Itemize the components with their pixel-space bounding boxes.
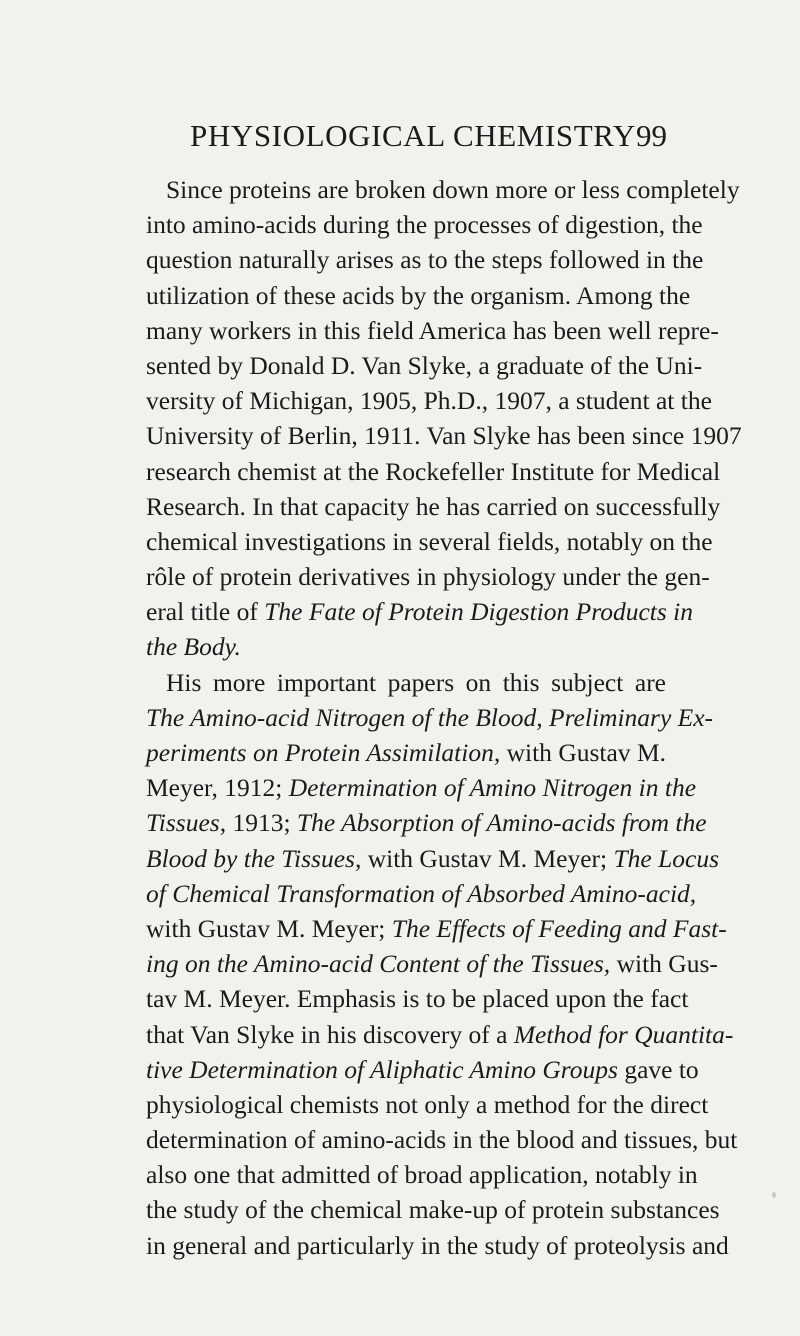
italic-title-run: periments on Protein Assimilation, xyxy=(146,738,501,767)
text-line xyxy=(146,383,712,418)
text-run: Since proteins are broken down more or less completely xyxy=(166,175,740,204)
text-run: also one that admitted of broad application, notably in xyxy=(146,1160,698,1190)
text-line xyxy=(146,454,721,489)
text-line xyxy=(146,805,707,840)
text-line xyxy=(146,735,666,770)
text-run: the study of the chemical make-up of protein substances xyxy=(146,1195,720,1225)
text-run: Research. In that capacity he has carried on successfully xyxy=(146,491,721,521)
text-line xyxy=(146,1192,720,1227)
text-line xyxy=(146,981,689,1016)
text-line xyxy=(146,418,742,453)
text-line xyxy=(146,489,721,524)
text-run: versity of Michigan, 1905, Ph.D., 1907, a student at the xyxy=(146,386,712,416)
text-line xyxy=(146,1122,738,1157)
text-line xyxy=(146,313,719,348)
text-line xyxy=(146,1017,734,1052)
italic-title-run: The Locus xyxy=(613,843,720,873)
italic-title-run: Blood by the Tissues, xyxy=(146,843,362,873)
text-line xyxy=(146,1157,698,1192)
text-line xyxy=(146,524,713,559)
text-run: eral title of xyxy=(146,597,265,627)
italic-title-run: Determination of Amino Nitrogen in the xyxy=(288,773,697,803)
text-line xyxy=(146,559,710,594)
text-line xyxy=(146,242,704,277)
text-line xyxy=(146,1087,709,1122)
text-run: Meyer, 1912; xyxy=(146,773,289,803)
text-line xyxy=(146,841,720,876)
text-run: chemical investigations in several fields, notably on the xyxy=(146,526,713,556)
italic-title-run: tive Determination of Aliphatic Amino Groups xyxy=(146,1054,618,1084)
italic-title-run: ing on the Amino-acid Content of the Tissues, xyxy=(146,949,611,979)
text-line xyxy=(146,278,691,313)
text-line xyxy=(146,629,666,664)
text-run: 1913; xyxy=(226,808,297,838)
text-line xyxy=(146,594,693,629)
text-line xyxy=(146,1052,699,1087)
italic-title-run: Method for Quantita- xyxy=(513,1019,734,1049)
italic-title-run: The Fate of Protein Digestion Products in xyxy=(264,597,693,627)
text-run: research chemist at the Rockefeller Institute for Medical xyxy=(146,456,721,486)
italic-title-run: the Body. xyxy=(146,632,241,662)
paper-speck xyxy=(772,1192,776,1198)
text-line xyxy=(146,946,718,981)
text-run: with Gus- xyxy=(610,949,718,979)
text-run: many workers in this field America has been well repre- xyxy=(146,315,719,345)
text-run: physiological chemists not only a method for the direct xyxy=(146,1089,709,1119)
text-run: sented by Donald D. Van Slyke, a graduate of the Uni- xyxy=(146,350,703,380)
text-line xyxy=(146,1228,729,1263)
text-line xyxy=(146,700,714,735)
text-run: with Gustav M. Meyer; xyxy=(361,843,614,873)
text-line xyxy=(146,207,703,242)
text-line xyxy=(146,348,703,383)
text-run: in general and particularly in the study of proteolysis and xyxy=(146,1230,729,1260)
text-line xyxy=(146,665,666,700)
text-run: question naturally arises as to the steps followed in the xyxy=(146,245,704,275)
page-number: 99 xyxy=(636,118,667,153)
text-run: tav M. Meyer. Emphasis is to be placed upon the fact xyxy=(146,984,689,1014)
text-run: with Gustav M. Meyer; xyxy=(146,913,392,943)
running-head xyxy=(140,114,667,158)
text-line xyxy=(146,876,697,911)
body-text xyxy=(146,172,742,1263)
text-run: University of Berlin, 1911. Van Slyke has been since 1907 xyxy=(146,421,742,451)
italic-title-run: Tissues, xyxy=(146,808,227,838)
text-run: into amino-acids during the processes of digestion, the xyxy=(146,210,703,240)
text-line xyxy=(146,172,740,207)
text-run: gave to xyxy=(617,1054,699,1084)
text-run: utilization of these acids by the organism. Among the xyxy=(146,280,691,310)
text-run: with Gustav M. xyxy=(500,738,666,767)
italic-title-run: of Chemical Transformation of Absorbed Amino-acid, xyxy=(146,878,697,908)
text-line xyxy=(146,770,697,805)
text-run: His more important papers on this subject are xyxy=(166,667,666,697)
text-line xyxy=(146,911,727,946)
text-run: determination of amino-acids in the blood and tissues, but xyxy=(146,1125,738,1155)
text-run: that Van Slyke in his discovery of a xyxy=(146,1019,514,1049)
running-title: PHYSIOLOGICAL CHEMISTRY xyxy=(190,118,636,153)
italic-title-run: The Amino-acid Nitrogen of the Blood, Preliminary Ex- xyxy=(146,702,714,732)
italic-title-run: The Absorption of Amino-acids from the xyxy=(296,808,707,838)
italic-title-run: The Effects of Feeding and Fast- xyxy=(391,913,727,943)
text-run: rôle of protein derivatives in physiology under the gen- xyxy=(146,562,710,592)
